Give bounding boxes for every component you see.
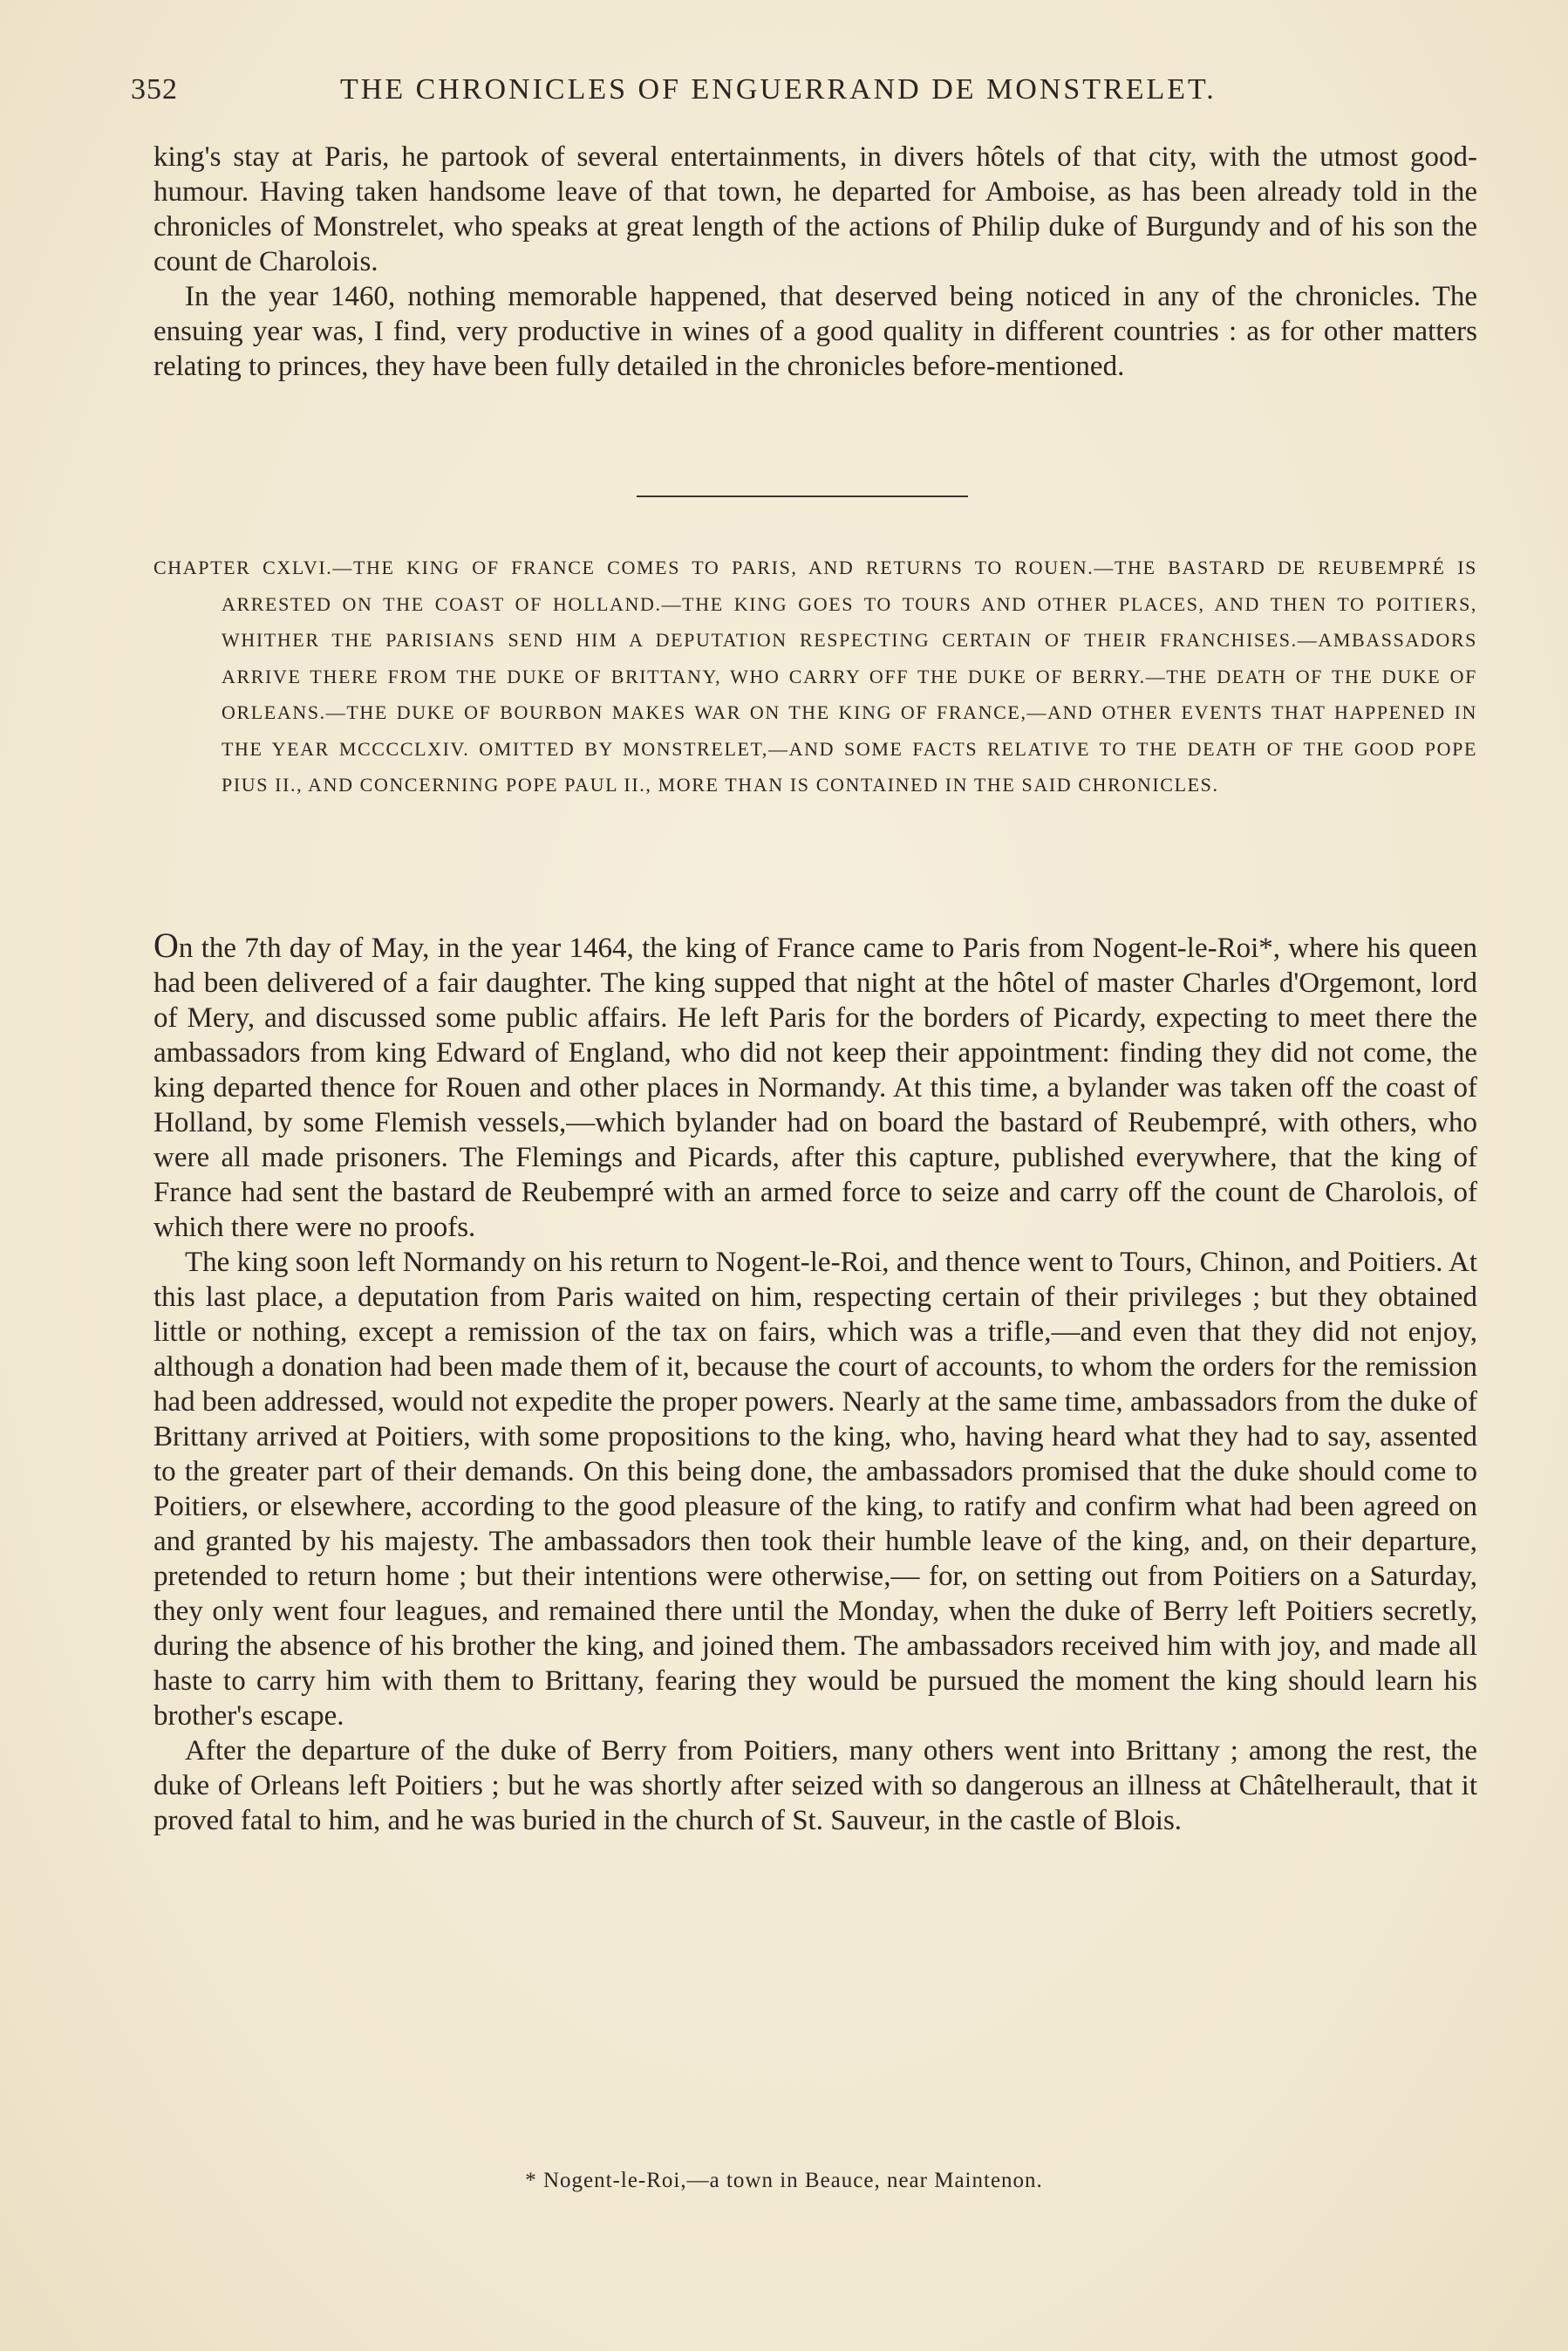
chapter-body <box>153 928 1477 1838</box>
paragraph: king's stay at Paris, he partook of several entertainments, in divers hôtels of that city, with the utmost good-humour. Having taken handsome leave of that town, he departed for Amboise, as has been already told in the chronicles of Monstrelet, who speaks at great length of the actions of Philip duke of Burgundy and of his son the count de Charolois. <box>153 141 1477 277</box>
running-title: THE CHRONICLES OF ENGUERRAND DE MONSTRELET. <box>340 73 1217 106</box>
paragraph: The king soon left Normandy on his return to Nogent-le-Roi, and thence went to Tours, Chinon, and Poitiers. At this last place, a deputation from Paris waited on him, respecting certain of their privileges ; but they obtained little or nothing, except a remission of the tax on fairs, which was a trifle,—and even that they did not enjoy, although a donation had been made them of it, because the court of accounts, to whom the orders for the remission had been addressed, would not expedite the proper powers. Nearly at the same time, ambassadors from the duke of Brittany arrived at Poitiers, with some propositions to the king, who, having heard what they had to say, assented to the greater part of their demands. On this being done, the ambassadors promised that the duke should come to Poitiers, or elsewhere, according to the good pleasure of the king, to ratify and confirm what had been agreed on and granted by his majesty. The ambassadors then took their humble leave of the king, and, on their departure, pretended to return home ; but their intentions were otherwise,— for, on setting out from Poitiers on a Saturday, they only went four leagues, and remained there until the Monday, when the duke of Berry left Poitiers secretly, during the absence of his brother the king, and joined them. The ambassadors received him with joy, and made all haste to carry him with them to Brittany, fearing they would be pursued the moment the king should learn his brother's escape. <box>153 1247 1477 1732</box>
footnote: * Nogent-le-Roi,—a town in Beauce, near Maintenon. <box>525 2169 1043 2192</box>
page-number: 352 <box>131 73 178 106</box>
paragraph: After the departure of the duke of Berry from Poitiers, many others went into Brittany ; among the rest, the duke of Orleans left Poitiers ; but he was shortly after seized with so dangerous an illness at Châtelherault, that it proved fatal to him, and he was buried in the church of St. Sauveur, in the castle of Blois. <box>153 1735 1477 1836</box>
paragraph: On the 7th day of May, in the year 1464, the king of France came to Paris from Nogent-le-Roi*, where his queen had been delivered of a fair daughter. The king supped that night at the hôtel of master Charles d'Orgemont, lord of Mery, and discussed some public affairs. He left Paris for the borders of Picardy, expecting to meet there the ambassadors from king Edward of England, who did not keep their appointment: finding they did not come, the king departed thence for Rouen and other places in Normandy. At this time, a bylander was taken off the coast of Holland, by some Flemish vessels,—which bylander had on board the bastard of Reubempré, with others, who were all made prisoners. The Flemings and Picards, after this capture, published everywhere, that the king of France had sent the bastard de Reubempré with an armed force to seize and carry off the count de Charolois, of which there were no proofs. <box>153 926 1477 1243</box>
paragraph: In the year 1460, nothing memorable happened, that deserved being noticed in any of the chronicles. The ensuing year was, I find, very productive in wines of a good quality in different countries : as for other matters relating to princes, they have been fully detailed in the chronicles before-mentioned. <box>153 281 1477 382</box>
intro-text <box>153 140 1477 384</box>
section-divider <box>637 495 968 497</box>
chapter-heading: CHAPTER CXLVI.—THE KING OF FRANCE COMES TO PARIS, AND RETURNS TO ROUEN.—THE BASTARD DE REUBEMPRÉ IS ARRESTED ON THE COAST OF HOLLAND.—THE KING GOES TO TOURS AND OTHER PLACES, AND THEN TO POITIERS, WHITHER THE PARISIANS SEND HIM A DEPUTATION RESPECTING CERTAIN OF THEIR FRANCHISES.—AMBASSADORS ARRIVE THERE FROM THE DUKE OF BRITTANY, WHO CARRY OFF THE DUKE OF BERRY.—THE DEATH OF THE DUKE OF ORLEANS.—THE DUKE OF BOURBON MAKES WAR ON THE KING OF FRANCE,—AND OTHER EVENTS THAT HAPPENED IN THE YEAR MCCCCLXIV. OMITTED BY MONSTRELET,—AND SOME FACTS RELATIVE TO THE DEATH OF THE GOOD POPE PIUS II., AND CONCERNING POPE PAUL II., MORE THAN IS CONTAINED IN THE SAID CHRONICLES. <box>153 557 1477 796</box>
running-head <box>131 73 1474 126</box>
